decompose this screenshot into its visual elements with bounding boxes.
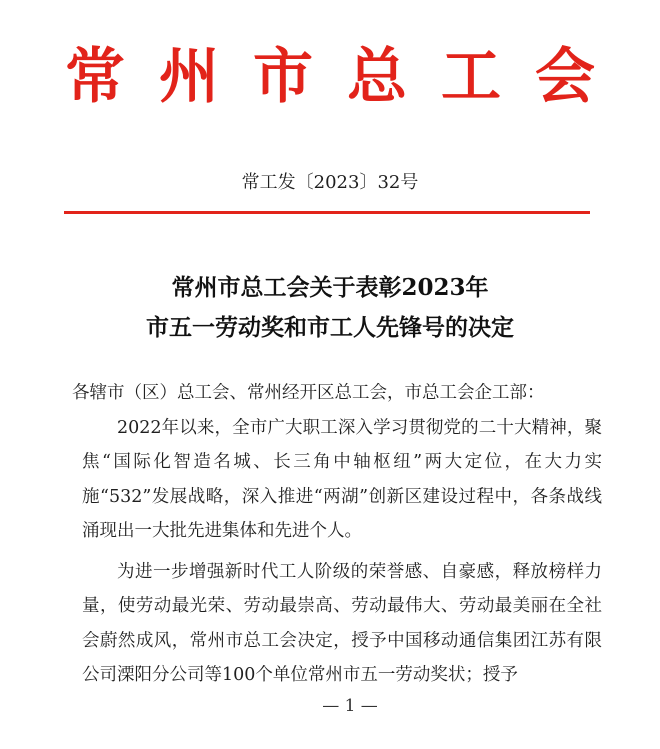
masthead-title: 常州市总工会 [65, 42, 629, 112]
title-line-1: 常州市总工会关于表彰2023年 [171, 274, 489, 301]
salutation: 各辖市（区）总工会、常州经开区总工会，市总工会企工部： [72, 383, 545, 403]
title-line-2: 市五一劳动奖和市工人先锋号的决定 [146, 314, 514, 341]
body-paragraph-2: 为进一步增强新时代工人阶级的荣誉感、自豪感，释放榜样力量，使劳动最光荣、劳动最崇高、劳动最伟大、劳动最美丽在全社会蔚然成风，常州市总工会决定，授予中国移动通信集团江苏有限公司溧阳分公司等100个单位常州市五一劳动奖状；授予 [82, 561, 602, 685]
red-divider-line [64, 211, 590, 214]
page-number: — 1 — [322, 696, 378, 716]
document-number: 常工发〔2023〕32号 [241, 172, 419, 193]
document-title [0, 268, 660, 348]
body-paragraph-1: 2022年以来，全市广大职工深入学习贯彻党的二十大精神，聚焦“国际化智造名城、长三角中轴枢纽”两大定位，在大力实施“532”发展战略，深入推进“两湖”创新区建设过程中，各条战线涌现出一大批先进集体和先进个人。 [82, 417, 602, 541]
document-body [72, 376, 602, 693]
